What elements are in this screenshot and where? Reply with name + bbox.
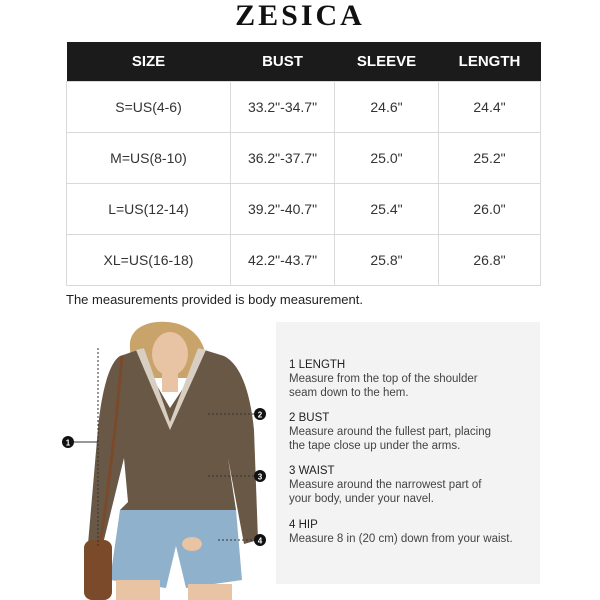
- header-sleeve: SLEEVE: [335, 42, 439, 82]
- guide-title: 4 HIP: [289, 519, 318, 531]
- neck-shape: [162, 370, 178, 392]
- leg-right-shape: [188, 584, 232, 600]
- guide-item-bust: [289, 411, 534, 453]
- guide-item-hip: [289, 518, 534, 546]
- table-row: [67, 184, 541, 235]
- marker-2-label: 2: [257, 410, 263, 420]
- guide-desc-line: Measure around the fullest part, placing: [289, 426, 492, 438]
- cell-size: XL=US(16-18): [67, 235, 231, 286]
- bag-shape: [84, 540, 112, 600]
- measurement-note: The measurements provided is body measurement.: [66, 292, 363, 307]
- cell-size: L=US(12-14): [67, 184, 231, 235]
- marker-1-label: 1: [65, 438, 71, 448]
- guide-title: 1 LENGTH: [289, 359, 346, 371]
- cell-bust: 36.2"-37.7": [231, 133, 335, 184]
- guide-item-length: [289, 358, 534, 400]
- guide-desc-line: seam down to the hem.: [289, 387, 409, 399]
- model-figure: [58, 318, 278, 600]
- size-chart-table: [66, 42, 541, 286]
- cell-bust: 39.2"-40.7": [231, 184, 335, 235]
- cell-length: 26.8": [439, 235, 541, 286]
- cell-sleeve: 24.6": [335, 82, 439, 133]
- table-row: [67, 235, 541, 286]
- face-shape: [152, 332, 188, 376]
- cell-sleeve: 25.4": [335, 184, 439, 235]
- cell-length: 25.2": [439, 133, 541, 184]
- cell-size: M=US(8-10): [67, 133, 231, 184]
- shorts-shape: [110, 510, 242, 588]
- measurement-guide-panel: [276, 322, 540, 584]
- cell-length: 26.0": [439, 184, 541, 235]
- table-row: [67, 82, 541, 133]
- brand-logo: ZESICA: [235, 0, 365, 32]
- table-row: [67, 133, 541, 184]
- guide-desc-line: the tape close up under the arms.: [289, 440, 461, 452]
- cell-bust: 33.2"-34.7": [231, 82, 335, 133]
- marker-4-label: 4: [257, 536, 263, 546]
- cell-sleeve: 25.0": [335, 133, 439, 184]
- marker-3-label: 3: [257, 472, 263, 482]
- guide-item-waist: [289, 464, 534, 506]
- cell-size: S=US(4-6): [67, 82, 231, 133]
- cell-bust: 42.2"-43.7": [231, 235, 335, 286]
- header-size: SIZE: [67, 42, 231, 82]
- guide-desc-line: Measure around the narrowest part of: [289, 479, 482, 491]
- guide-title: 3 WAIST: [289, 465, 335, 477]
- cell-length: 24.4": [439, 82, 541, 133]
- table-header-row: [67, 42, 541, 82]
- cell-sleeve: 25.8": [335, 235, 439, 286]
- header-bust: BUST: [231, 42, 335, 82]
- guide-desc-line: your body, under your navel.: [289, 493, 434, 505]
- hand-shape: [182, 537, 202, 551]
- header-length: LENGTH: [439, 42, 541, 82]
- guide-title: 2 BUST: [289, 412, 330, 424]
- guide-desc-line: Measure from the top of the shoulder: [289, 373, 478, 385]
- guide-desc-line: Measure 8 in (20 cm) down from your waist.: [289, 533, 513, 545]
- leg-left-shape: [116, 580, 160, 600]
